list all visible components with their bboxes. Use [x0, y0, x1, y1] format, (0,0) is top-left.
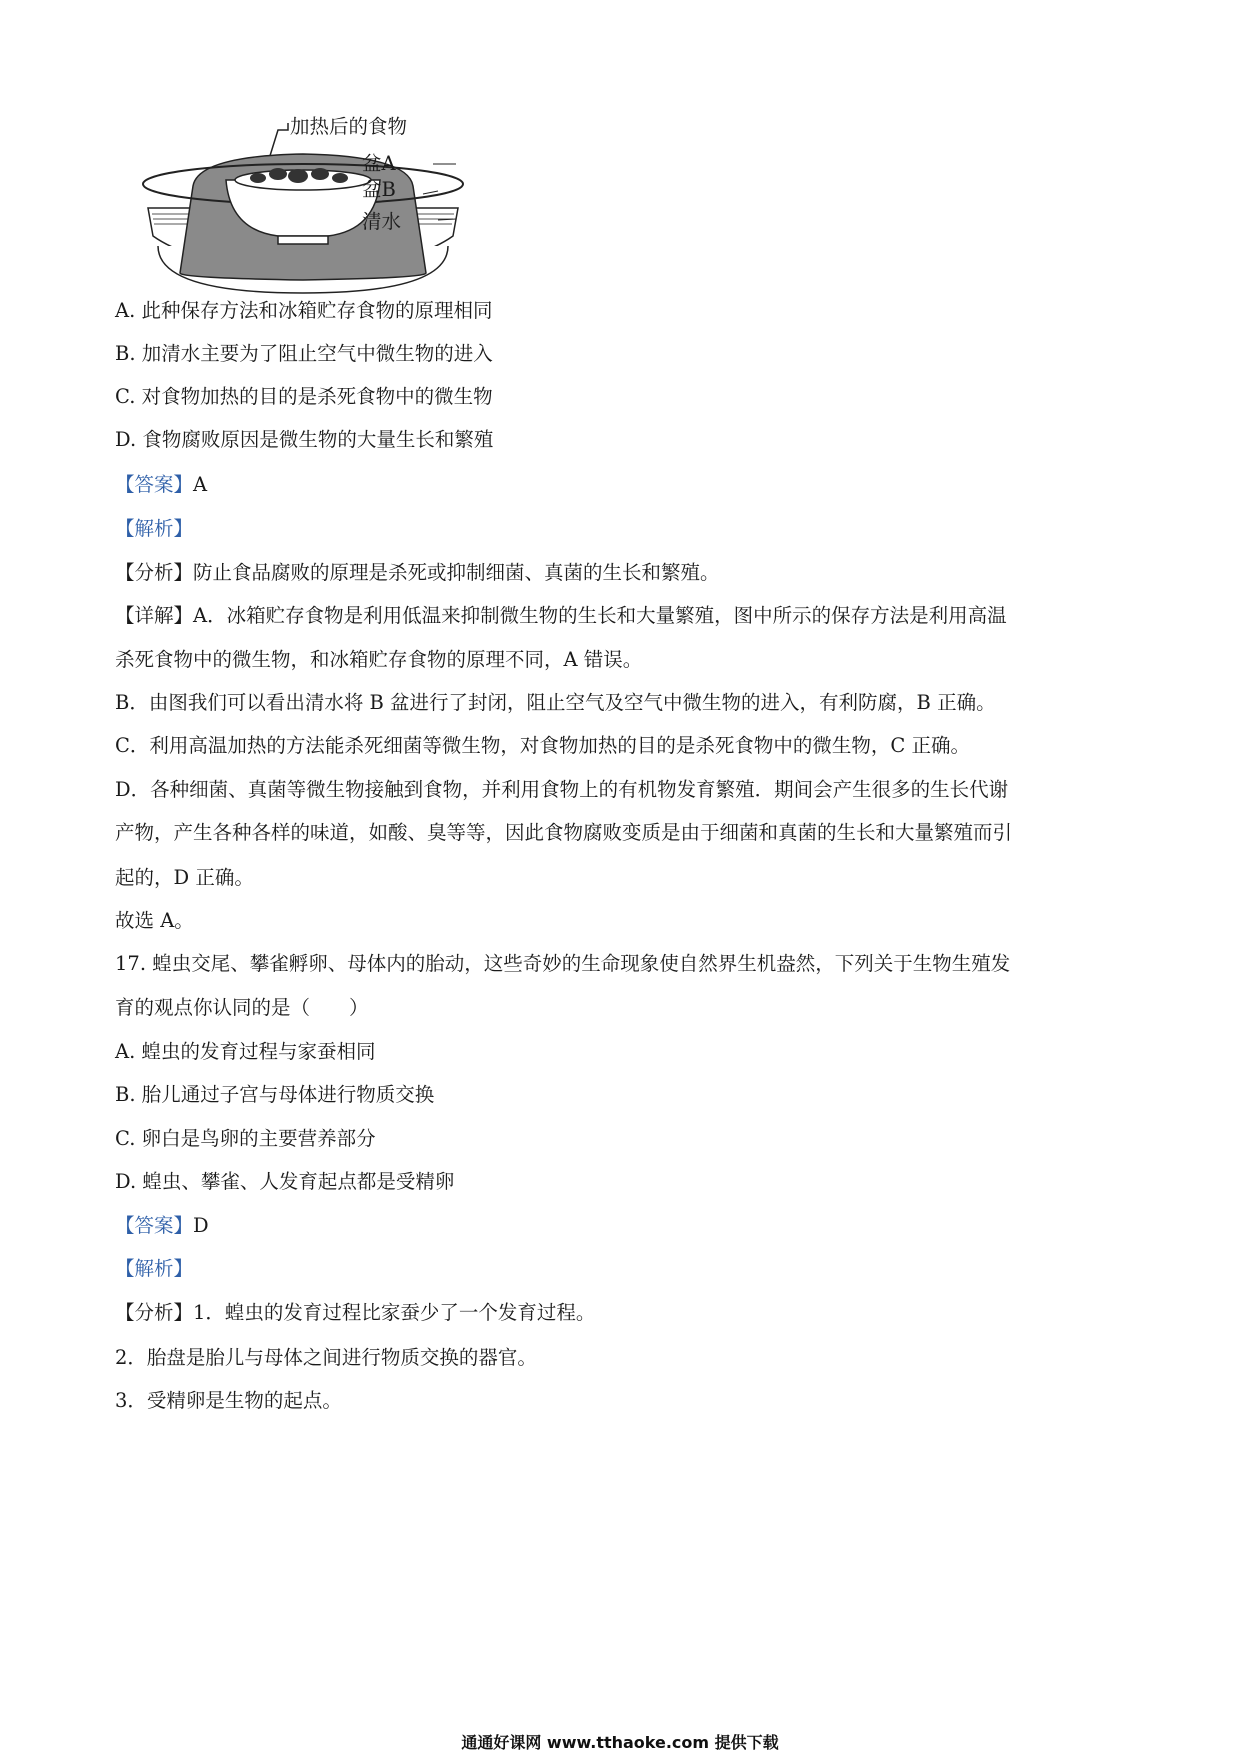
detail-tag: 【详解】	[115, 604, 194, 627]
q17-answer	[115, 1214, 209, 1238]
fenxi-tag: 【分析】	[115, 561, 194, 584]
q16-conclusion: 故选 A。	[115, 909, 194, 932]
q16-option-d: D. 食物腐败原因是微生物的大量生长和繁殖	[115, 428, 494, 451]
q16-option-a: A. 此种保存方法和冰箱贮存食物的原理相同	[115, 299, 493, 322]
q17-point3: 3．受精卵是生物的起点。	[115, 1389, 342, 1412]
answer-tag: 【答案】	[115, 1214, 194, 1237]
q16-answer	[115, 473, 207, 497]
q17-option-c: C. 卵白是鸟卵的主要营养部分	[115, 1127, 376, 1150]
page-footer: 通通好课网 www.tthaoke.com 提供下载	[461, 1733, 779, 1752]
q17-option-b: B. 胎儿通过子宫与母体进行物质交换	[115, 1083, 435, 1106]
q16-fenxi	[115, 561, 720, 585]
q17-option-d: D. 蝗虫、攀雀、人发育起点都是受精卵	[115, 1170, 455, 1193]
q16-detail-c: C．利用高温加热的方法能杀死细菌等微生物，对食物加热的目的是杀死食物中的微生物，C 正确。	[115, 734, 971, 757]
q17-fenxi-point1	[115, 1301, 595, 1325]
q16-detail-d3: 起的，D 正确。	[115, 866, 254, 889]
point-text: 1．蝗虫的发育过程比家蚕少了一个发育过程。	[193, 1301, 596, 1324]
figure-label-basin-a: 盆A	[362, 152, 396, 175]
answer-value: A	[193, 473, 208, 496]
q16-detail-line2: 杀死食物中的微生物，和冰箱贮存食物的原理不同，A 错误。	[115, 648, 643, 671]
q17-analysis-tag: 【解析】	[115, 1257, 194, 1280]
fenxi-text: 防止食品腐败的原理是杀死或抑制细菌、真菌的生长和繁殖。	[193, 561, 720, 584]
figure-label-basin-b: 盆B	[362, 178, 396, 201]
q16-detail-b: B．由图我们可以看出清水将 B 盆进行了封闭，阻止空气及空气中微生物的进入，有利防腐，B 正确。	[115, 691, 996, 714]
q16-option-c: C. 对食物加热的目的是杀死食物中的微生物	[115, 385, 493, 408]
q17-point2: 2．胎盘是胎儿与母体之间进行物质交换的器官。	[115, 1346, 537, 1369]
preservation-diagram	[138, 118, 468, 300]
answer-tag: 【答案】	[115, 473, 194, 496]
answer-value: D	[193, 1214, 209, 1237]
q16-detail-line1	[115, 604, 1007, 628]
q17-option-a: A. 蝗虫的发育过程与家蚕相同	[115, 1040, 376, 1063]
figure-label-food: 加热后的食物	[290, 115, 408, 138]
fenxi-tag: 【分析】	[115, 1301, 194, 1324]
q16-detail-d1: D．各种细菌、真菌等微生物接触到食物，并利用食物上的有机物发育繁殖．期间会产生很多的生长代谢	[115, 778, 1009, 801]
figure-label-water: 清水	[362, 210, 402, 233]
q16-detail-d2: 产物，产生各种各样的味道，如酸、臭等等，因此食物腐败变质是由于细菌和真菌的生长和大量繁殖而引	[115, 821, 1013, 844]
q17-stem-line1: 17. 蝗虫交尾、攀雀孵卵、母体内的胎动，这些奇妙的生命现象使自然界生机盎然，下列关于生物生殖发	[115, 952, 1011, 975]
q17-stem-line2: 育的观点你认同的是（ ）	[115, 996, 369, 1019]
q16-option-b: B. 加清水主要为了阻止空气中微生物的进入	[115, 342, 493, 365]
q16-analysis-tag: 【解析】	[115, 517, 194, 540]
detail-text: A．冰箱贮存食物是利用低温来抑制微生物的生长和大量繁殖，图中所示的保存方法是利用高温	[193, 604, 1007, 627]
